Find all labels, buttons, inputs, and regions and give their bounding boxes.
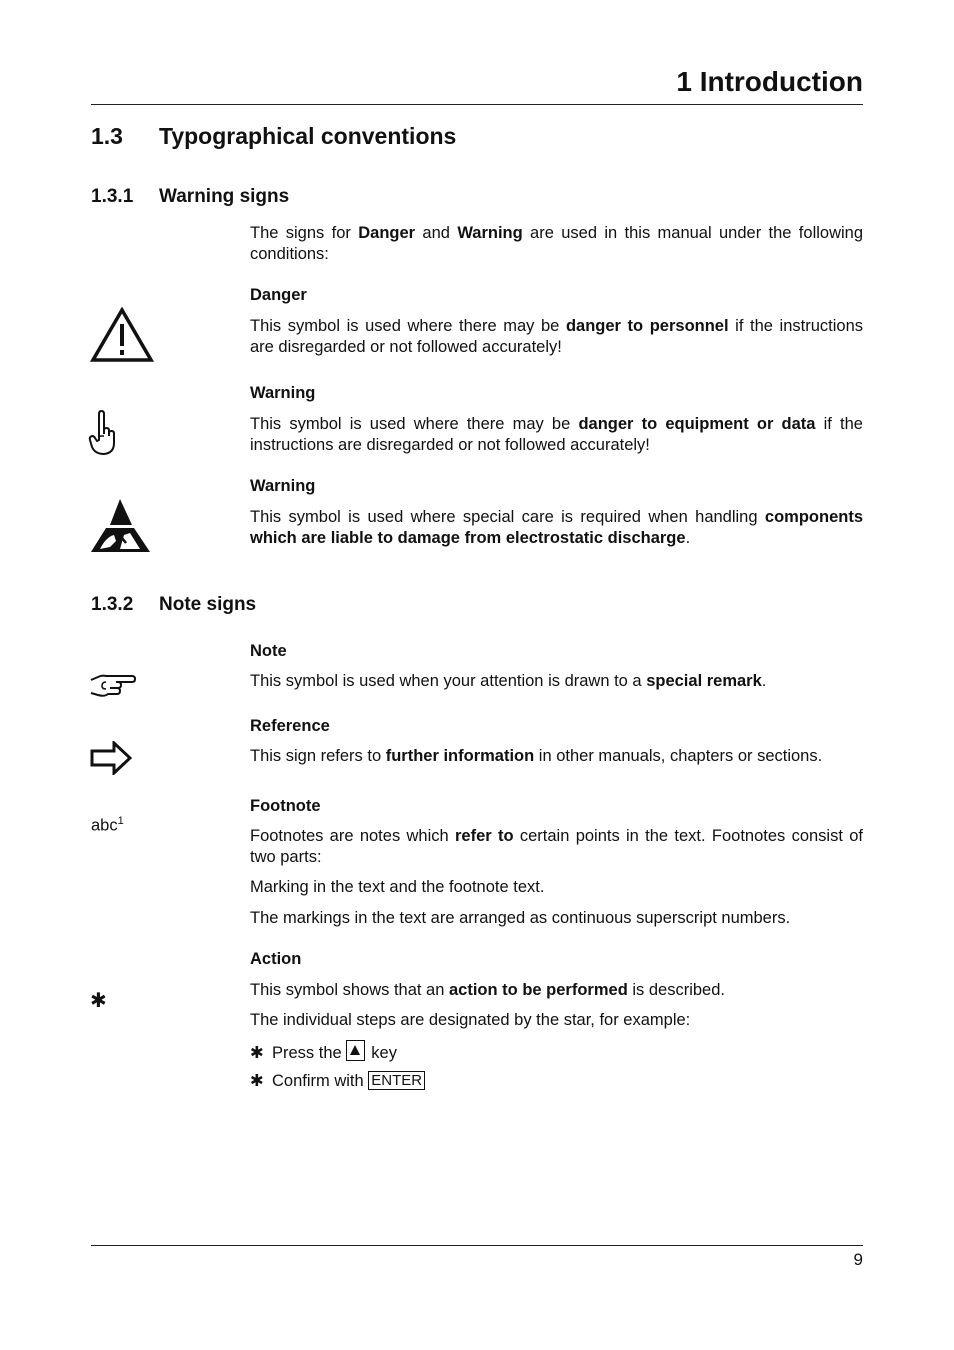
footer-rule: [91, 1245, 863, 1246]
reference-label: Reference: [250, 717, 330, 735]
esd-hand-triangle-icon: [90, 497, 152, 555]
step-text: Press the: [272, 1044, 342, 1062]
subsection-title: Warning signs: [159, 186, 290, 207]
footnote-symbol-text: abc: [91, 816, 118, 835]
danger-label: Danger: [250, 286, 307, 304]
danger-text: if the instructions are disregarded or not followed accurately!: [250, 317, 863, 356]
subsection-heading-note-signs: [91, 594, 256, 616]
up-triangle-key-icon: [346, 1040, 365, 1061]
action-paragraph-2: The individual steps are designated by the star, for example:: [250, 1011, 691, 1029]
note-label: Note: [250, 642, 287, 660]
warning-triangle-icon: [90, 307, 154, 363]
footnote-symbol-sup: 1: [117, 815, 124, 827]
warning-equipment-text: if the instructions are disregarded or not followed accurately!: [250, 415, 863, 454]
action-step-1: [250, 1040, 863, 1064]
subsection-number: 1.3.2: [91, 594, 134, 615]
danger-bold: danger to personnel: [565, 317, 729, 335]
outline-arrow-right-icon: [90, 741, 132, 775]
header-rule: [91, 104, 863, 105]
intro-text: are used in this manual under the following conditions:: [250, 224, 864, 263]
warning-equipment-bold: danger to equipment or data: [578, 415, 816, 433]
warning-esd-text: This symbol is used where special care is required when handling: [250, 508, 765, 526]
section-title: Typographical conventions: [159, 123, 457, 149]
action-label: Action: [250, 950, 302, 968]
step-star-icon: ✱: [250, 1044, 264, 1062]
warning-esd-label: Warning: [250, 477, 316, 495]
footnote-text: certain points in the text. Footnotes consist of two parts:: [250, 827, 863, 866]
danger-text: This symbol is used where there may be: [250, 317, 566, 335]
step-text: key: [366, 1044, 397, 1062]
warning-esd-bold: components which are liable to damage from electrostatic discharge: [250, 508, 863, 547]
note-bold: special remark: [646, 672, 762, 690]
step-star-icon: ✱: [250, 1072, 264, 1090]
warning-equipment-description: [250, 414, 863, 456]
footnote-paragraph-2: Marking in the text and the footnote text.: [250, 878, 545, 896]
footnote-label: Footnote: [250, 797, 321, 815]
reference-description: [250, 746, 863, 767]
action-text: This symbol shows that an: [250, 981, 449, 999]
reference-text: This sign refers to: [250, 747, 386, 765]
footnote-text: Footnotes are notes which: [250, 827, 455, 845]
action-text: is described.: [627, 981, 725, 999]
chapter-title: 1 Introduction: [676, 66, 863, 97]
enter-key: ENTER: [368, 1071, 425, 1090]
page-number: 9: [853, 1250, 863, 1269]
warning-equipment-label: Warning: [250, 384, 316, 402]
intro-bold-danger: Danger: [358, 224, 416, 242]
action-bold: action to be performed: [449, 981, 628, 999]
pointing-hand-icon: [90, 672, 136, 698]
action-star-icon: ✱: [90, 990, 107, 1012]
step-text: Confirm with: [272, 1072, 369, 1090]
section-number: 1.3: [91, 123, 123, 149]
reference-text: in other manuals, chapters or sections.: [534, 747, 823, 765]
danger-description: [250, 316, 863, 358]
warning-esd-description: [250, 507, 863, 549]
footnote-symbol: [91, 815, 124, 836]
note-text: This symbol is used when your attention is drawn to a: [250, 672, 647, 690]
footnote-bold: refer to: [454, 827, 514, 845]
subsection-number: 1.3.1: [91, 186, 134, 207]
intro-text: The signs for: [250, 224, 359, 242]
warning-esd-text: .: [685, 529, 691, 547]
subsection-heading-warning-signs: [91, 186, 289, 208]
intro-bold-warning: Warning: [457, 224, 523, 242]
reference-bold: further information: [385, 747, 535, 765]
section-heading: [91, 123, 456, 150]
note-text: .: [761, 672, 767, 690]
footnote-paragraph-3: The markings in the text are arranged as continuous superscript numbers.: [250, 909, 791, 927]
warning-intro-paragraph: [250, 223, 863, 265]
footnote-paragraph-1: [250, 826, 863, 868]
action-step-2: [250, 1071, 863, 1092]
raised-finger-hand-icon: [88, 410, 116, 456]
action-paragraph-1: [250, 980, 863, 1001]
subsection-title: Note signs: [159, 594, 257, 615]
intro-text: and: [415, 224, 458, 242]
warning-equipment-text: This symbol is used where there may be: [250, 415, 579, 433]
note-description: [250, 671, 863, 692]
